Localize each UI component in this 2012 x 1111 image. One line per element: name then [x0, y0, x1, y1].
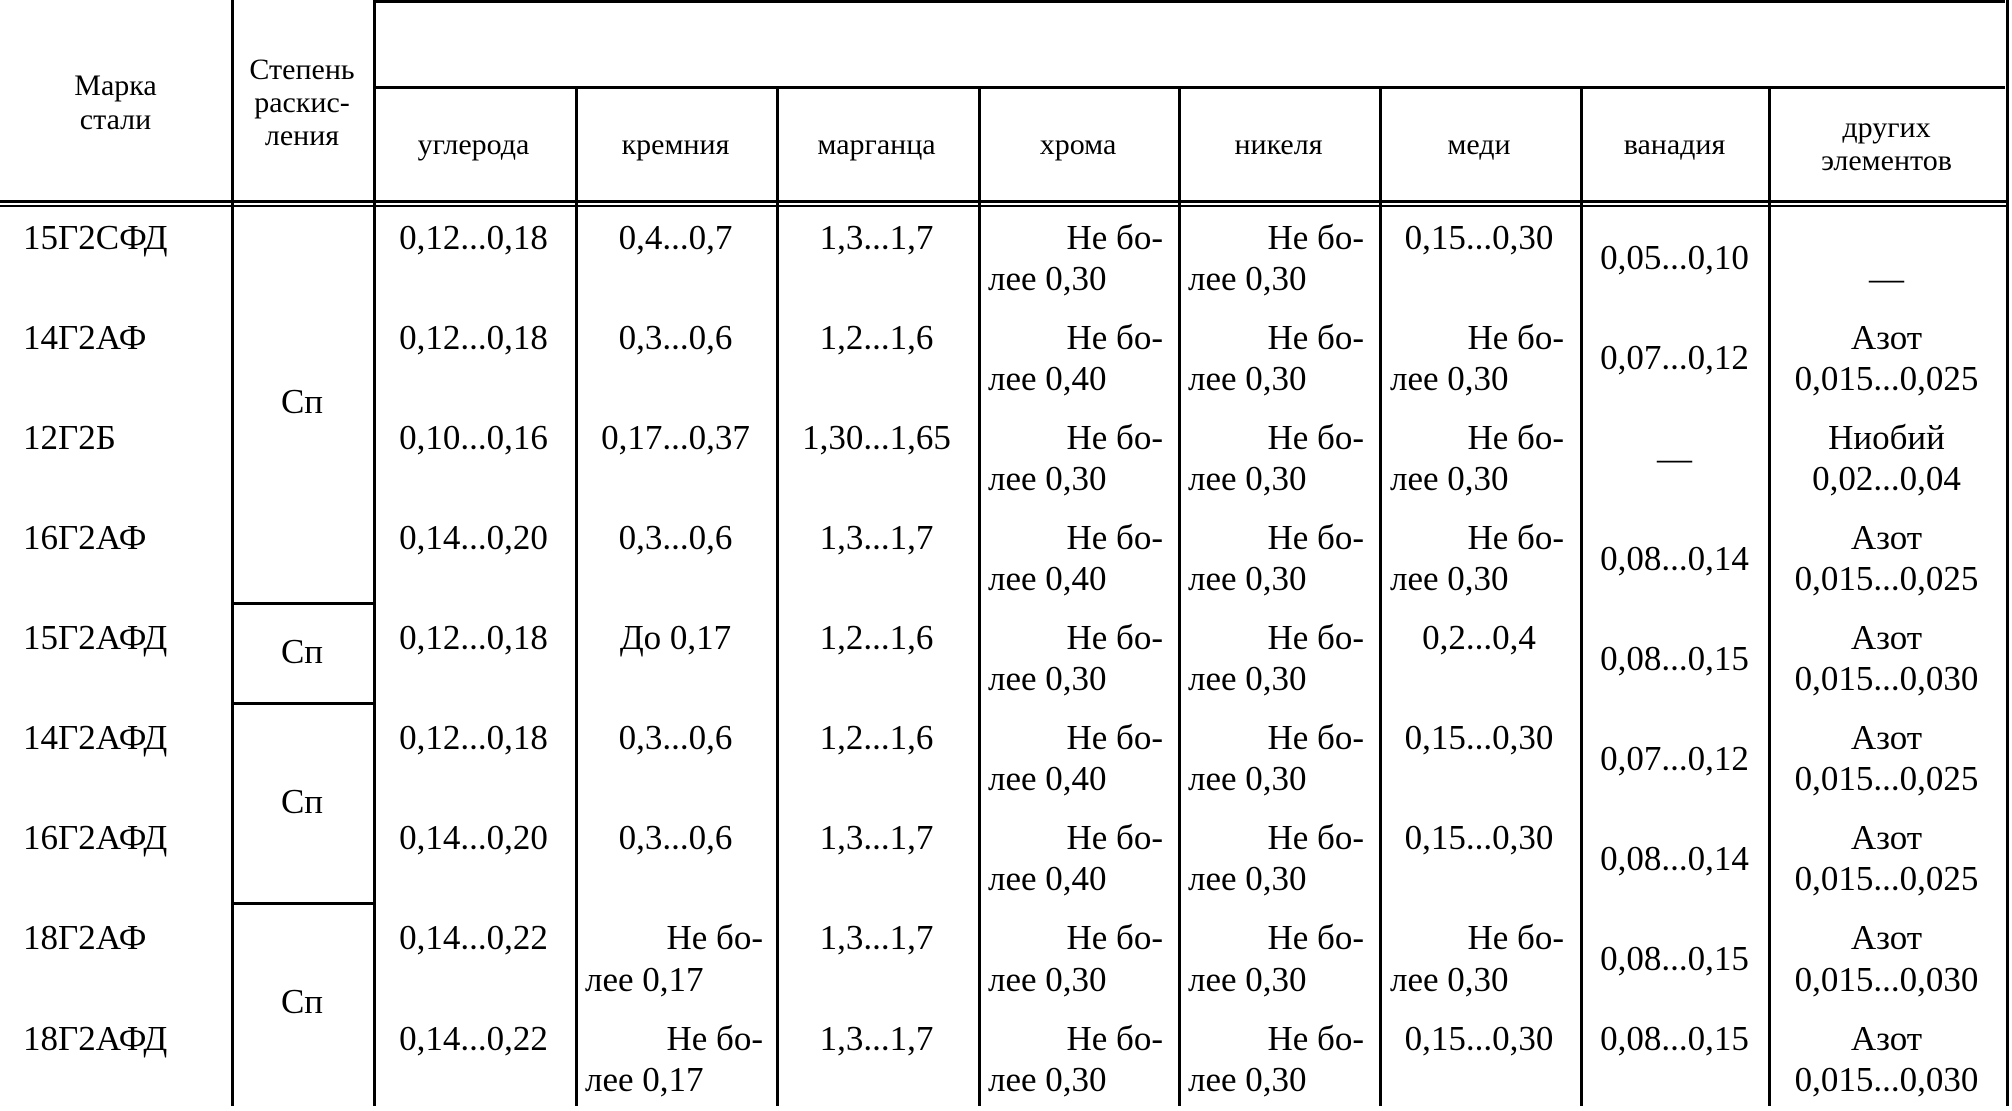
steel-grade: 16Г2АФ [23, 518, 147, 557]
copper-value-line-1: лее 0,30 [1390, 459, 1509, 498]
carbon-value: 0,12...0,18 [399, 618, 548, 657]
carbon-value: 0,12...0,18 [399, 218, 548, 257]
copper-value: 0,15...0,30 [1404, 718, 1554, 757]
vanadium-value: 0,07...0,12 [1600, 739, 1749, 778]
other-elements-value-line-1: 0,015...0,030 [1794, 960, 1979, 999]
header-top-rule [373, 0, 2005, 3]
header-bottom-rule-2 [0, 205, 2006, 207]
header-grade-line-1: стали [79, 103, 152, 136]
other-elements-value-line-1: 0,015...0,030 [1794, 1060, 1979, 1099]
nickel-value-line-0: Не бо- [1267, 618, 1364, 657]
chromium-value-line-1: лее 0,30 [988, 1060, 1107, 1099]
header-grade-line-0: Марка [74, 69, 157, 102]
nickel-value-line-0: Не бо- [1267, 1019, 1364, 1058]
other-elements-value-line-1: 0,015...0,025 [1794, 559, 1979, 598]
silicon-value-line-1: лее 0,17 [585, 1060, 704, 1099]
vanadium-value: 0,08...0,15 [1600, 1019, 1749, 1058]
nickel-value-line-0: Не бо- [1267, 418, 1364, 457]
copper-value-line-0: Не бо- [1467, 418, 1564, 457]
header-bottom-rule [0, 200, 2006, 203]
carbon-value: 0,10...0,16 [399, 418, 548, 457]
chromium-value-line-0: Не бо- [1066, 518, 1163, 557]
manganese-value: 1,3...1,7 [819, 1019, 934, 1058]
chromium-value-line-0: Не бо- [1066, 418, 1163, 457]
chromium-value-line-1: лее 0,30 [988, 659, 1107, 698]
nickel-value-line-1: лее 0,30 [1188, 659, 1307, 698]
manganese-value: 1,3...1,7 [819, 518, 934, 557]
silicon-value-line-0: Не бо- [666, 918, 763, 957]
copper-value: 0,2...0,4 [1422, 618, 1536, 657]
nickel-value-line-0: Не бо- [1267, 918, 1364, 957]
chromium-value-line-1: лее 0,40 [988, 859, 1107, 898]
carbon-value: 0,14...0,22 [399, 918, 548, 957]
other-elements-value: — [1869, 259, 1904, 298]
manganese-value: 1,2...1,6 [819, 318, 934, 357]
other-elements-value-line-1: 0,02...0,04 [1812, 459, 1961, 498]
steel-grade: 15Г2АФД [23, 618, 168, 657]
vanadium-value: 0,07...0,12 [1600, 338, 1749, 377]
nickel-value-line-1: лее 0,30 [1188, 559, 1307, 598]
steel-grade: 14Г2АФ [23, 318, 147, 357]
copper-value: 0,15...0,30 [1404, 1019, 1554, 1058]
chromium-value-line-1: лее 0,40 [988, 759, 1107, 798]
vanadium-value: 0,08...0,15 [1600, 939, 1749, 978]
carbon-value: 0,14...0,20 [399, 818, 548, 857]
chromium-value-line-0: Не бо- [1066, 318, 1163, 357]
other-elements-value-line-0: Азот [1850, 918, 1923, 957]
copper-value-line-0: Не бо- [1467, 518, 1564, 557]
nickel-value-line-1: лее 0,30 [1188, 259, 1307, 298]
other-elements-value-line-0: Азот [1850, 618, 1923, 657]
steel-grade: 14Г2АФД [23, 718, 168, 757]
manganese-value: 1,3...1,7 [819, 918, 934, 957]
steel-grade: 18Г2АФД [23, 1019, 168, 1058]
steel-grade: 16Г2АФД [23, 818, 168, 857]
vanadium-value: 0,08...0,14 [1600, 539, 1749, 578]
nickel-value-line-0: Не бо- [1267, 318, 1364, 357]
chromium-value-line-0: Не бо- [1066, 218, 1163, 257]
header-col-5-line-0: меди [1447, 128, 1511, 161]
deox-group-0-line-0: Сп [280, 382, 324, 421]
vanadium-value: 0,05...0,10 [1600, 238, 1749, 277]
vanadium-value: 0,08...0,15 [1600, 639, 1749, 678]
carbon-value: 0,12...0,18 [399, 318, 548, 357]
silicon-value: 0,3...0,6 [618, 318, 733, 357]
nickel-value-line-0: Не бо- [1267, 818, 1364, 857]
header-col-6-line-0: ванадия [1623, 128, 1726, 161]
manganese-value: 1,2...1,6 [819, 618, 934, 657]
silicon-value: До 0,17 [619, 618, 732, 657]
chromium-value-line-0: Не бо- [1066, 1019, 1163, 1058]
copper-value: 0,15...0,30 [1404, 218, 1554, 257]
carbon-value: 0,12...0,18 [399, 718, 548, 757]
copper-value-line-1: лее 0,30 [1390, 559, 1509, 598]
other-elements-value-line-0: Азот [1850, 818, 1923, 857]
header-col-2-line-0: марганца [817, 128, 936, 161]
other-elements-value-line-0: Азот [1850, 518, 1923, 557]
header-col-3-line-0: хрома [1039, 128, 1117, 161]
header-col-7-line-1: элементов [1821, 144, 1952, 177]
silicon-value: 0,3...0,6 [618, 518, 733, 557]
silicon-value-line-0: Не бо- [666, 1019, 763, 1058]
header-deox-line-0: Степень [249, 53, 355, 86]
steel-grade: 15Г2СФД [23, 218, 168, 257]
manganese-value: 1,2...1,6 [819, 718, 934, 757]
other-elements-value-line-1: 0,015...0,025 [1794, 359, 1979, 398]
deox-group-2-line-0: Сп [280, 782, 324, 821]
copper-value-line-1: лее 0,30 [1390, 359, 1509, 398]
other-elements-value-line-0: Азот [1850, 1019, 1923, 1058]
header-deox-line-1: раскис- [254, 86, 350, 119]
copper-value-line-0: Не бо- [1467, 318, 1564, 357]
other-elements-value-line-0: Азот [1850, 718, 1923, 757]
silicon-value-line-1: лее 0,17 [585, 960, 704, 999]
carbon-value: 0,14...0,20 [399, 518, 548, 557]
col-divider-right [2006, 0, 2009, 1106]
chromium-value-line-1: лее 0,40 [988, 559, 1107, 598]
deox-group-divider [231, 702, 373, 705]
copper-value-line-0: Не бо- [1467, 918, 1564, 957]
header-deox-line-2: ления [264, 119, 340, 152]
silicon-value: 0,17...0,37 [601, 418, 750, 457]
manganese-value: 1,3...1,7 [819, 818, 934, 857]
silicon-value: 0,3...0,6 [618, 718, 733, 757]
header-col-7-line-0: других [1842, 111, 1931, 144]
chromium-value-line-1: лее 0,40 [988, 359, 1107, 398]
steel-grade: 18Г2АФ [23, 918, 147, 957]
header-col-4-line-0: никеля [1234, 128, 1323, 161]
manganese-value: 1,30...1,65 [802, 418, 951, 457]
deox-group-3-line-0: Сп [280, 982, 324, 1021]
steel-grade: 12Г2Б [23, 418, 116, 457]
nickel-value-line-0: Не бо- [1267, 718, 1364, 757]
silicon-value: 0,3...0,6 [618, 818, 733, 857]
vanadium-value: — [1657, 439, 1692, 478]
chromium-value-line-1: лее 0,30 [988, 259, 1107, 298]
col-divider-grade [231, 0, 234, 1106]
chromium-value-line-1: лее 0,30 [988, 960, 1107, 999]
manganese-value: 1,3...1,7 [819, 218, 934, 257]
deox-group-divider [231, 602, 373, 605]
vanadium-value: 0,08...0,14 [1600, 839, 1749, 878]
nickel-value-line-0: Не бо- [1267, 518, 1364, 557]
chromium-value-line-0: Не бо- [1066, 818, 1163, 857]
header-col-1-line-0: кремния [621, 128, 730, 161]
copper-value: 0,15...0,30 [1404, 818, 1554, 857]
carbon-value: 0,14...0,22 [399, 1019, 548, 1058]
header-mid-rule [373, 86, 2005, 89]
other-elements-value-line-0: Азот [1850, 318, 1923, 357]
silicon-value: 0,4...0,7 [618, 218, 733, 257]
other-elements-value-line-1: 0,015...0,025 [1794, 759, 1979, 798]
nickel-value-line-1: лее 0,30 [1188, 459, 1307, 498]
nickel-value-line-1: лее 0,30 [1188, 759, 1307, 798]
nickel-value-line-0: Не бо- [1267, 218, 1364, 257]
copper-value-line-1: лее 0,30 [1390, 960, 1509, 999]
header-col-0-line-0: углерода [417, 128, 530, 161]
chromium-value-line-0: Не бо- [1066, 618, 1163, 657]
nickel-value-line-1: лее 0,30 [1188, 359, 1307, 398]
other-elements-value-line-0: Ниобий [1828, 418, 1945, 457]
chromium-value-line-1: лее 0,30 [988, 459, 1107, 498]
deox-group-1-line-0: Сп [280, 632, 324, 671]
nickel-value-line-1: лее 0,30 [1188, 960, 1307, 999]
chromium-value-line-0: Не бо- [1066, 918, 1163, 957]
other-elements-value-line-1: 0,015...0,030 [1794, 659, 1979, 698]
other-elements-value-line-1: 0,015...0,025 [1794, 859, 1979, 898]
nickel-value-line-1: лее 0,30 [1188, 1060, 1307, 1099]
nickel-value-line-1: лее 0,30 [1188, 859, 1307, 898]
chromium-value-line-0: Не бо- [1066, 718, 1163, 757]
deox-group-divider [231, 902, 373, 905]
